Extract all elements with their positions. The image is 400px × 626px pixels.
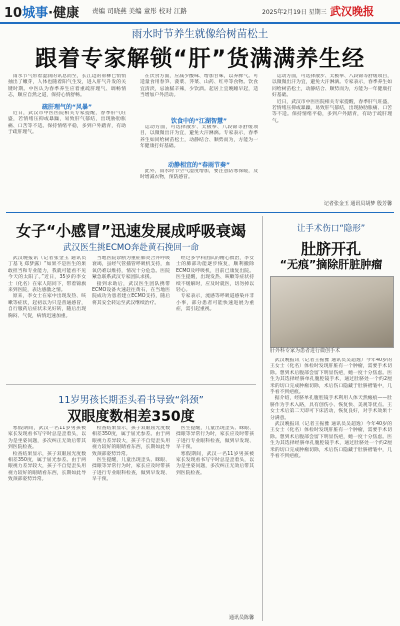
section-divider bbox=[6, 212, 394, 213]
story1-kicker: 雨水时节养生就像给树苗松土 bbox=[131, 28, 269, 40]
story1-col-a-top: 雨水节气带着湿润的讯息而至，长江边的垂柳已悄悄抽出了嫩芽，人体也随着阳气生发，进入肝气升发的关键时期。中医认为春季养生应着重疏肝理气、调畅情志，顺应自然之道，保持心情舒畅。 bbox=[8, 74, 126, 98]
story2-headline: 女子“小感冒”迅速发展成呼吸衰竭 bbox=[16, 222, 246, 240]
story4-headline: 双眼度数相差350度 bbox=[67, 409, 195, 425]
story4-col-a: 寒假期间，武汉一名11岁男孩被家长发现看书写字时总是歪着头，以为是坐姿问题，多次纠正无效后带其到医院检查。 检查结果显示，孩子双眼屈光度数相差350度，属于屈光参差。由于两眼视力差异较大，孩子不自觉歪头用视力较好的眼睛看东西，长期如此导致颈部姿势异常。 bbox=[8, 426, 86, 483]
story2-col-a: 武汉晚报讯（记者张金玉 通讯员丁基飞 郑梦露）“如果不是医生的果敢担当和专业能力，我就可能看不见今天的太阳了。”近日，35岁的李女士（化名）在家人陪同下，带着锦旗来到医院，表达感激之情。 原来，李女士在家中出现发热、咳嗽等症状，起初以为只是普通感冒，自行服药后症状未见好转，随后出现胸闷、气促，病情迅速加重。 bbox=[8, 256, 86, 319]
story1-col-b-top: 在饮食方面，应减少酸味、增加甘味，以养脾气。可适量食用春笋、菠菜、荠菜、山药、红枣等食物。饮食宜清淡，忌油腻辛辣，少饮酒。起居上宜晚睡早起，适当增加户外活动。 bbox=[140, 74, 258, 99]
story3-photo-caption: 肝外科专家为患者进行微创手术 bbox=[270, 348, 341, 354]
story1-subhead-b: 饮食中的“江湖智慧” bbox=[171, 118, 227, 125]
story1-col-b2: 此外，雨水时节空气湿度增加，要注意防寒保暖，及时增减衣物，预防感冒。 bbox=[140, 169, 258, 181]
story3-headline-b: “无痕”摘除肝脏肿瘤 bbox=[279, 258, 383, 271]
story1-reporter: 记者张金玉 通讯员胡梦 殷芳馨 bbox=[323, 201, 392, 207]
story2-subhead: 武汉医生挑ECMO奔赴黄石挽回一命 bbox=[63, 243, 199, 253]
story1-subhead-c: 动静相宜的“春雨节奏” bbox=[168, 162, 230, 169]
story4-kicker: 11岁男孩长期歪头看书导致“斜颈” bbox=[58, 395, 204, 406]
story4-col-b: 检查结果显示，孩子双眼屈光度数相差350度，属于屈光参差。由于两眼视力差异较大，孩子不自觉歪头用视力较好的眼睛看东西，长期如此导致颈部姿势异常。 医生提醒，儿童出现歪头、眯眼、揉眼等异常行为时，家长应及时带孩子进行专业眼科检查，做到早发现、早干预。 bbox=[92, 426, 170, 483]
story2-col-c: 经过多学科团队的精心救治，李女士的肺部功能逐步恢复，顺利撤除ECMO及呼吸机，目前已康复出院。医生提醒，出现发热、咳嗽等症状持续不缓解时，应及时就医，切勿掉以轻心。 专家表示，流感等呼吸道感染并非小事，部分患者可能快速进展为重症，需引起重视。 bbox=[176, 256, 254, 313]
story1-subhead-a: 疏肝理气的“风暴” bbox=[42, 104, 92, 111]
surgery-photo bbox=[270, 276, 394, 348]
story1-col-b: 运动方面，可选择散步、太极拳、八段锦等舒缓项目，以微微出汗为宜，避免大汗淋漓。专家表示，春季养生如同给树苗松土，动静结合、顺势而为，方能为一年健康打好基础。 bbox=[140, 125, 258, 150]
story1-headline: 跟着专家解锁“肝”货满满养生经 bbox=[35, 47, 365, 72]
page-section-label: 10城事·健康 bbox=[4, 6, 80, 21]
story1-col-a: 近日，武汉市中医医院相关专家提醒，春季肝气旺盛，若情绪压抑或暴躁，易致肝气郁结，出现胁肋胀痛、口苦等不适。保持情绪平稳，多到户外踏青，有助于疏肝理气。 bbox=[8, 111, 126, 136]
story2-col-b: 当地医院诊断为重症肺炎合并呼吸衰竭，虽经气管插管呼吸机支持，血氧仍难以维持，情况十分危急。医院紧急联系武汉专家团队求援。 接到求助后，武汉医生团队携带ECMO设备火速赶往黄石，在当地医院成功为患者建立ECMO支持，随后将其安全转运至武汉继续治疗。 bbox=[92, 256, 170, 306]
story3-kicker: 让手术伤口“隐形” bbox=[296, 224, 366, 234]
editor-credits: 责编 司晓燕 美编 童彤 校对 江路 bbox=[92, 7, 187, 15]
story3-body: 武汉晚报讯（记者王振雅 通讯员吴超逸）今年40岁的王女士（化名）体检时发现肝脏有一个肿瘤，需要手术切除。想到术后腹部会留下明显伤疤，她一度十分焦虑。医生为其选择经脐单孔腹腔镜手术，通过肚脐处一个约2厘米的切口完成肿瘤切除，术后伤口隐藏于肚脐褶皱中，几乎看不到疤痕。 据介绍，经脐单孔腹腔镜手术利用人体天然瘢痕——肚脐作为手术入路，具有创伤小、恢复快、美观等优点。王女士术后第二天即可下床活动，恢复良好，对手术效果十分满意。 武汉晚报讯（记者王振雅 通讯员吴超逸）今年40岁的王女士（化名）体检时发现肝脏有一个肿瘤，需要手术切除。想到术后腹部会留下明显伤疤，她一度十分焦虑。医生为其选择经脐单孔腹腔镜手术，通过肚脐处一个约2厘米的切口完成肿瘤切除，术后伤口隐藏于肚脐褶皱中，几乎看不到疤痕。 bbox=[270, 358, 392, 460]
story3-headline-a: 肚脐开孔 bbox=[300, 240, 361, 258]
issue-date: 2025年2月19日 星期三 bbox=[262, 9, 327, 16]
story4-divider bbox=[6, 384, 256, 385]
story1-col-c: 运动方面，可选择散步、太极拳、八段锦等舒缓项目，以微微出汗为宜，避免大汗淋漓。专家表示，春季养生如同给树苗松土，动静结合、顺势而为，方能为一年健康打好基础。 近日，武汉市中医医院相关专家提醒，春季肝气旺盛，若情绪压抑或暴躁，易致肝气郁结，出现胁肋胀痛、口苦等不适。保持情绪平稳，多到户外踏青，有助于疏肝理气。 bbox=[272, 74, 392, 124]
story4-col-c: 医生提醒，儿童出现歪头、眯眼、揉眼等异常行为时，家长应及时带孩子进行专业眼科检查，做到早发现、早干预。 寒假期间，武汉一名11岁男孩被家长发现看书写字时总是歪着头，以为是坐姿问题，多次纠正无效后带其到医院检查。 bbox=[176, 426, 254, 476]
column-divider bbox=[262, 216, 263, 621]
paper-logo: 武汉晚报 bbox=[330, 5, 374, 18]
story4-reporter: 通讯员陈馨 bbox=[228, 615, 254, 621]
